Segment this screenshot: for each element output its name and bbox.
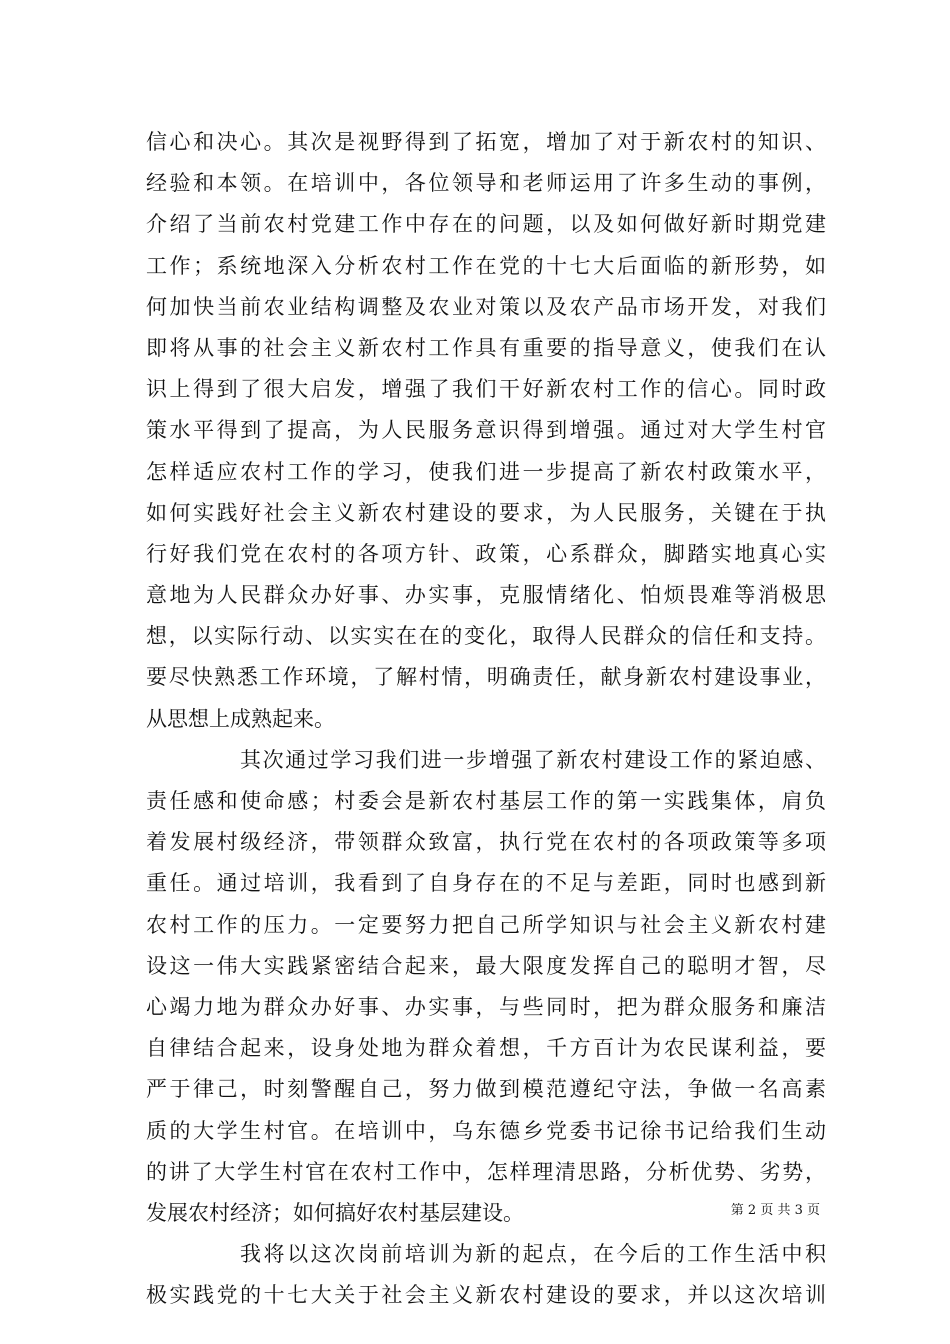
text-line: 发展农村经济；如何搞好农村基层建设。 bbox=[146, 1200, 524, 1225]
text-line: 行好我们党在农村的各项方针、政策，心系群众，脚踏实地真心实 bbox=[146, 541, 826, 566]
paragraph-2 bbox=[146, 740, 826, 1234]
text-line: 想，以实际行动、以实实在在的变化，取得人民群众的信任和支持。 bbox=[146, 624, 826, 649]
paragraph-3 bbox=[146, 1234, 826, 1316]
text-line: 信心和决心。其次是视野得到了拓宽，增加了对于新农村的知识、 bbox=[146, 130, 826, 154]
text-line: 严于律己，时刻警醒自己，努力做到模范遵纪守法，争做一名高素 bbox=[146, 1077, 826, 1102]
text-line: 何加快当前农业结构调整及农业对策以及农产品市场开发，对我们 bbox=[146, 294, 826, 319]
text-line: 要尽快熟悉工作环境，了解村情，明确责任，献身新农村建设事业， bbox=[146, 665, 826, 690]
text-line: 识上得到了很大启发，增强了我们干好新农村工作的信心。同时政 bbox=[146, 377, 826, 402]
text-line: 从思想上成熟起来。 bbox=[146, 706, 335, 731]
paragraph-1 bbox=[146, 122, 826, 740]
text-line: 责任感和使命感；村委会是新农村基层工作的第一实践集体，肩负 bbox=[146, 789, 826, 813]
text-line: 重任。通过培训，我看到了自身存在的不足与差距，同时也感到新 bbox=[146, 871, 826, 896]
text-line: 如何实践好社会主义新农村建设的要求，为人民服务，关键在于执 bbox=[146, 500, 826, 525]
body-text bbox=[146, 122, 826, 1316]
text-line: 的讲了大学生村官在农村工作中，怎样理清思路，分析优势、劣势， bbox=[146, 1159, 826, 1184]
text-line: 心竭力地为群众办好事、办实事，与些同时，把为群众服务和廉洁 bbox=[146, 994, 826, 1019]
text-line: 工作；系统地深入分析农村工作在党的十七大后面临的新形势，如 bbox=[146, 253, 826, 278]
text-line: 怎样适应农村工作的学习，使我们进一步提高了新农村政策水平， bbox=[146, 459, 826, 484]
text-line: 经验和本领。在培训中，各位领导和老师运用了许多生动的事例， bbox=[146, 171, 826, 196]
page-number-footer: 第 2 页 共 3 页 bbox=[730, 1203, 820, 1218]
text-line: 自律结合起来，设身处地为群众着想，千方百计为农民谋利益，要 bbox=[146, 1036, 826, 1061]
text-line: 农村工作的压力。一定要努力把自己所学知识与社会主义新农村建 bbox=[146, 912, 826, 937]
text-line: 设这一伟大实践紧密结合起来，最大限度发挥自己的聪明才智，尽 bbox=[146, 953, 826, 978]
text-line: 策水平得到了提高，为人民服务意识得到增强。通过对大学生村官 bbox=[146, 418, 826, 443]
text-line: 极实践党的十七大关于社会主义新农村建设的要求，并以这次培训 bbox=[146, 1283, 826, 1308]
text-line: 意地为人民群众办好事、办实事，克服情绪化、怕烦畏难等消极思 bbox=[146, 583, 826, 608]
text-line: 介绍了当前农村党建工作中存在的问题，以及如何做好新时期党建 bbox=[146, 212, 826, 237]
text-line: 即将从事的社会主义新农村工作具有重要的指导意义，使我们在认 bbox=[146, 335, 826, 360]
text-line: 着发展村级经济，带领群众致富，执行党在农村的各项政策等多项 bbox=[146, 830, 826, 855]
text-line: 我将以这次岗前培训为新的起点，在今后的工作生活中积 bbox=[240, 1242, 826, 1267]
text-line: 其次通过学习我们进一步增强了新农村建设工作的紧迫感、 bbox=[240, 747, 826, 772]
text-line: 质的大学生村官。在培训中，乌东德乡党委书记徐书记给我们生动 bbox=[146, 1118, 826, 1143]
